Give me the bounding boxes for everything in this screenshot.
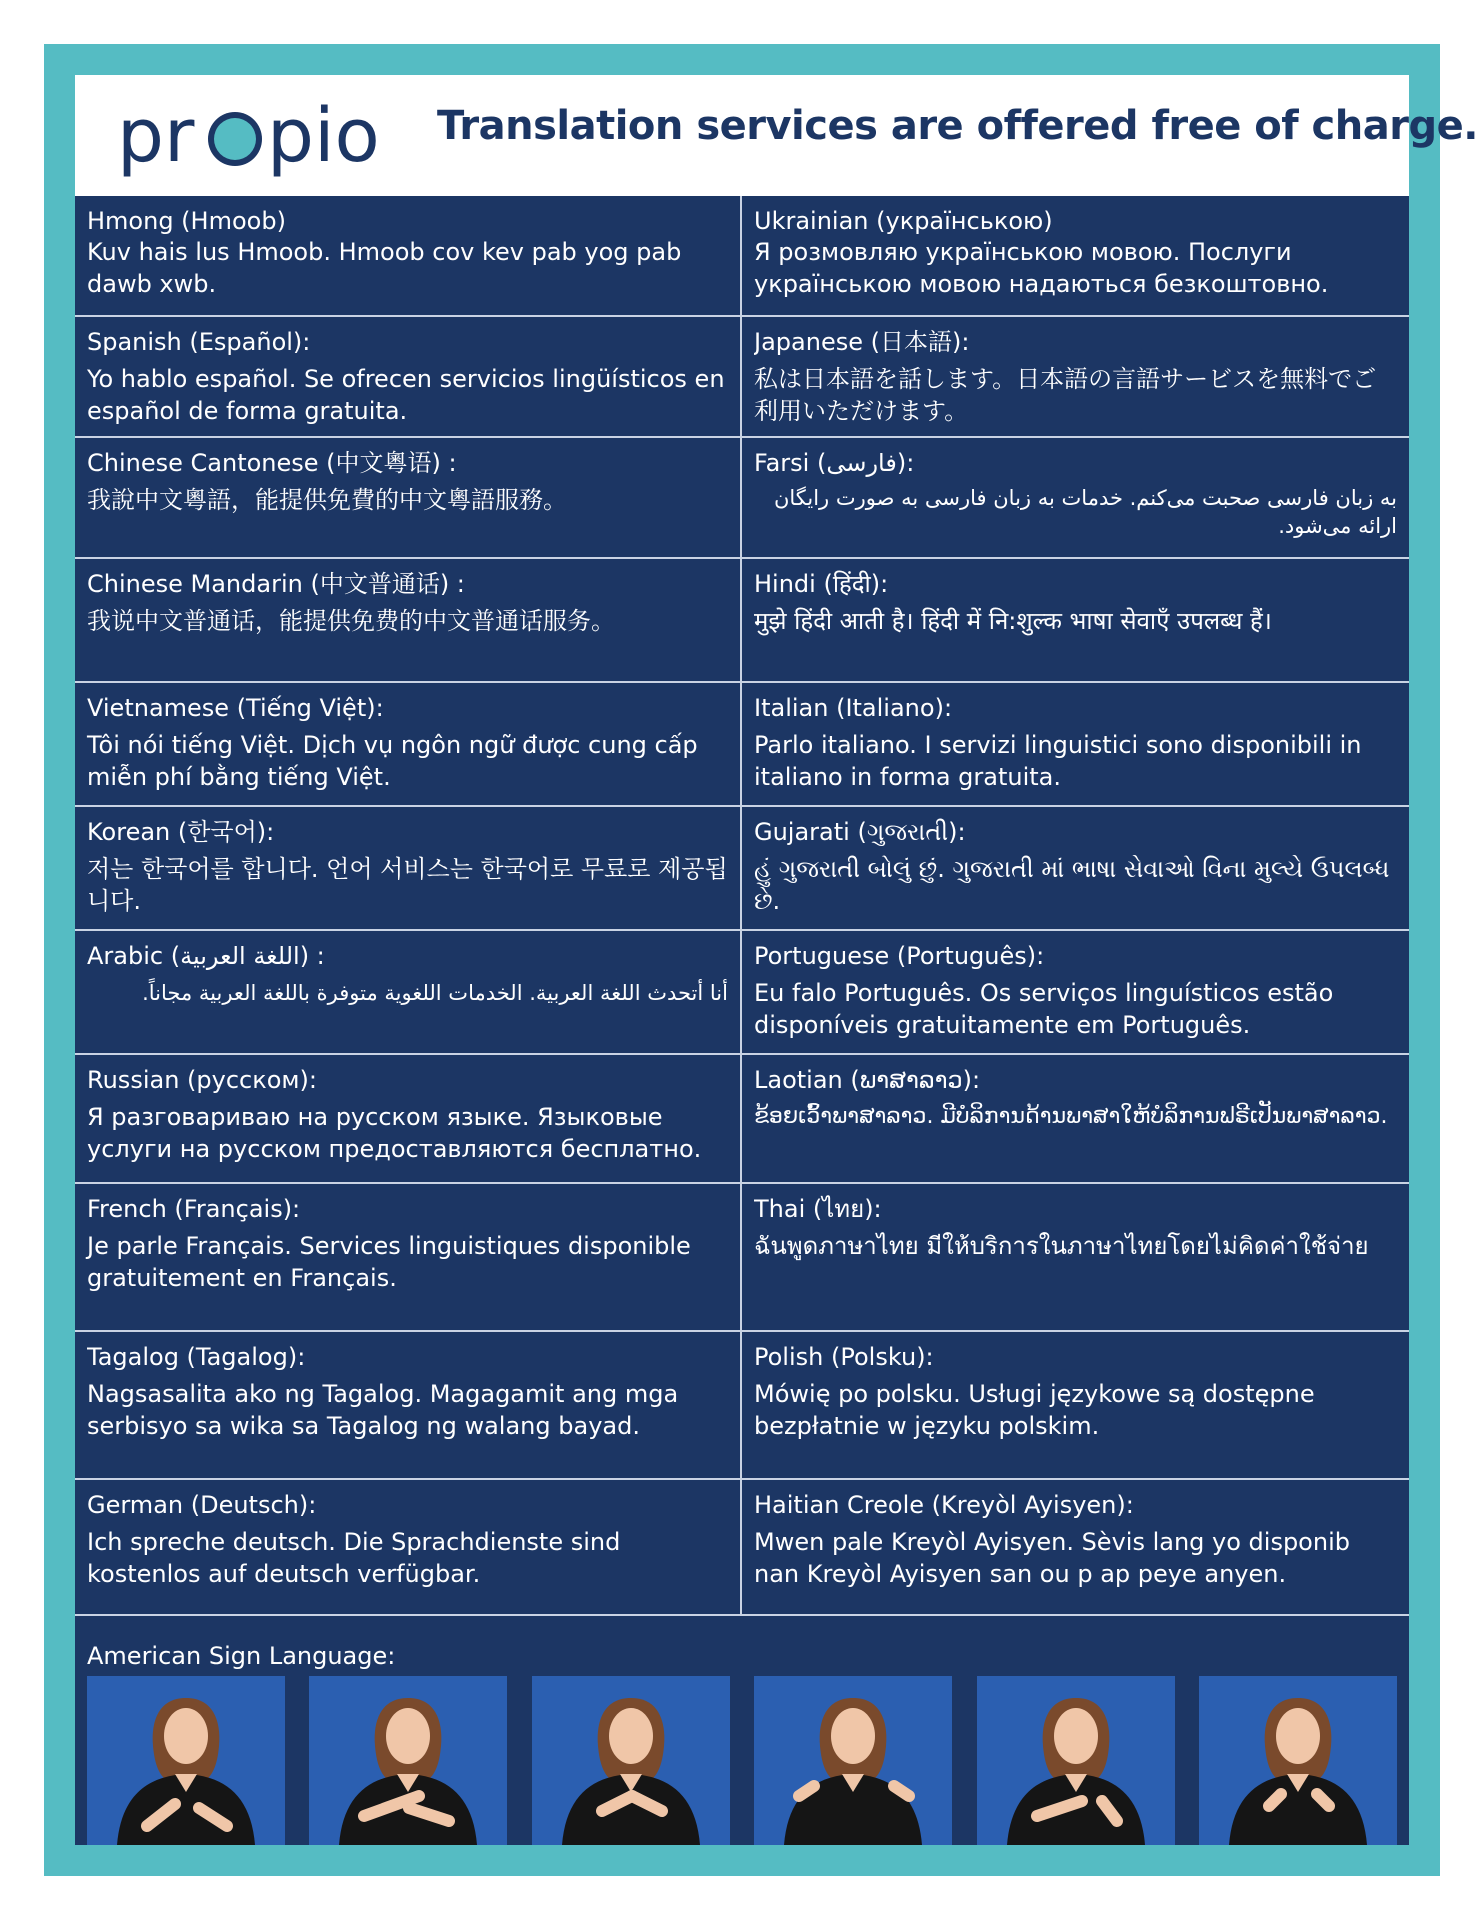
language-row [75, 1480, 1409, 1616]
language-cell-spanish [75, 317, 742, 436]
language-cell-cantonese [75, 438, 742, 557]
asl-signer-photo [309, 1676, 507, 1845]
page-title: Translation services are offered free of charge. [437, 103, 1478, 149]
header [75, 75, 1478, 196]
language-text: به زبان فارسی صحبت می‌کنم. خدمات به زبان فارسی به صورت رایگان ارائه می‌شود. [773, 486, 1397, 538]
language-text: Kuv hais lus Hmoob. Hmoob cov kev pab yog pab dawb xwb. [87, 238, 682, 298]
language-row [75, 1184, 1409, 1332]
asl-photo-strip [87, 1676, 1397, 1845]
asl-section [75, 1636, 1409, 1845]
language-cell-mandarin [75, 559, 742, 681]
language-text: Nagsasalita ako ng Tagalog. Magagamit ang mga serbisyo sa wika sa Tagalog ng walang bayad. [87, 1380, 679, 1440]
language-name: Thai (ไทย): [754, 1195, 882, 1223]
language-row [75, 317, 1409, 438]
language-cell-laotian [742, 1055, 1409, 1182]
language-text: Я розмовляю українською мовою. Послуги українською мовою надаються безкоштовно. [754, 238, 1329, 298]
language-row [75, 1332, 1409, 1480]
language-name: Tagalog (Tagalog): [87, 1343, 306, 1371]
language-name: Laotian (ພາສາລາວ): [754, 1066, 981, 1094]
language-text: मुझे हिंदी आती है। हिंदी में नि:शुल्क भाषा सेवाएँ उपलब्ध हैं। [754, 607, 1272, 635]
language-cell-japanese [742, 317, 1409, 436]
language-name: Russian (русском): [87, 1066, 317, 1094]
language-cell-hindi [742, 559, 1409, 681]
language-row [75, 559, 1409, 683]
asl-signer-photo [977, 1676, 1175, 1845]
language-cell-french [75, 1184, 742, 1330]
language-cell-italian [742, 683, 1409, 805]
language-name: Chinese Mandarin (中文普通话) : [87, 570, 465, 598]
language-cell-haitian-creole [742, 1480, 1409, 1614]
language-text: 저는 한국어를 합니다. 언어 서비스는 한국어로 무료로 제공됩니다. [87, 855, 728, 915]
language-cell-thai [742, 1184, 1409, 1330]
language-name: Chinese Cantonese (中文粵语) : [87, 449, 457, 477]
language-row [75, 683, 1409, 807]
language-text: ฉันพูดภาษาไทย มีให้บริการในภาษาไทยโดยไม่คิดค่าใช้จ่าย [754, 1232, 1369, 1260]
language-text: Eu falo Português. Os serviços linguísticos estão disponíveis gratuitamente em Português. [754, 979, 1334, 1039]
language-cell-korean [75, 807, 742, 929]
language-text: Mówię po polsku. Usługi językowe są dostępne bezpłatnie w języku polskim. [754, 1380, 1315, 1440]
propio-logo [117, 89, 397, 189]
language-grid [75, 196, 1409, 1616]
language-text: 私は日本語を話します。日本語の言語サービスを無料でご利用いただけます。 [754, 365, 1377, 425]
language-name: Portuguese (Português): [754, 942, 1045, 970]
language-text: Yo hablo español. Se ofrecen servicios lingüísticos en español de forma gratuita. [87, 365, 725, 425]
language-text: أنا أتحدث اللغة العربية. الخدمات اللغوية متوفرة باللغة العربية مجاناً. [142, 981, 728, 1005]
language-text: 我說中文粵語，能提供免費的中文粵語服務。 [87, 486, 567, 514]
asl-label: American Sign Language: [87, 1642, 396, 1670]
language-cell-russian [75, 1055, 742, 1182]
language-row [75, 1055, 1409, 1184]
language-text: Mwen pale Kreyòl Ayisyen. Sèvis lang yo disponib nan Kreyòl Ayisyen san ou p ap peye anyen. [754, 1528, 1350, 1588]
language-text: Parlo italiano. I servizi linguistici sono disponibili in italiano in forma gratuita. [754, 731, 1362, 791]
language-cell-portuguese [742, 931, 1409, 1053]
language-name: Korean (한국어): [87, 818, 275, 846]
language-text: Ich spreche deutsch. Die Sprachdienste sind kostenlos auf deutsch verfügbar. [87, 1528, 621, 1588]
asl-signer-photo [754, 1676, 952, 1845]
language-cell-arabic [75, 931, 742, 1053]
language-name: German (Deutsch): [87, 1491, 317, 1519]
language-name: Ukrainian (українською) [754, 207, 1053, 235]
language-name: Spanish (Español): [87, 328, 311, 356]
language-text: હું ગુજરાતી બોલું છું. ગુજરાતી માં ભાષા સેવાઓ વિના મુલ્યે ઉપલબ્ધ છે. [754, 855, 1390, 915]
asl-signer-photo [87, 1676, 285, 1845]
language-name: Polish (Polsku): [754, 1343, 934, 1371]
language-name: Hmong (Hmoob) [87, 207, 286, 235]
language-name: Vietnamese (Tiếng Việt): [87, 694, 384, 722]
language-text: 我说中文普通话，能提供免费的中文普通话服务。 [87, 607, 615, 635]
language-row [75, 438, 1409, 559]
language-row [75, 931, 1409, 1055]
language-text: Tôi nói tiếng Việt. Dịch vụ ngôn ngữ được cung cấp miễn phí bằng tiếng Việt. [87, 731, 698, 791]
language-row [75, 196, 1409, 317]
language-name: Gujarati (ગુજરાતી): [754, 818, 966, 846]
language-cell-gujarati [742, 807, 1409, 929]
language-cell-polish [742, 1332, 1409, 1478]
language-name: Japanese (日本語): [754, 328, 970, 356]
language-name: Italian (Italiano): [754, 694, 953, 722]
asl-signer-photo [1199, 1676, 1397, 1845]
asl-signer-photo [532, 1676, 730, 1845]
language-text: Je parle Français. Services linguistiques disponible gratuitement en Français. [87, 1232, 691, 1292]
language-name: Arabic (اللغة العربية) : [87, 942, 325, 970]
language-cell-ukrainian [742, 196, 1409, 315]
language-name: Farsi (فارسی): [754, 449, 915, 477]
language-cell-hmong [75, 196, 742, 315]
language-name: Hindi (हिंदी): [754, 570, 889, 598]
language-cell-tagalog [75, 1332, 742, 1478]
language-cell-german [75, 1480, 742, 1614]
language-text: ຂ້ອຍເວົ້າພາສາລາວ. ມີບໍລິການດ້ານພາສາໃຫ້ບໍລິການຟຣີເປັນພາສາລາວ. [754, 1104, 1388, 1129]
svg-text:pr: pr [117, 93, 195, 179]
language-cell-farsi [742, 438, 1409, 557]
language-cell-vietnamese [75, 683, 742, 805]
language-text: Я разговариваю на русском языке. Языковые услуги на русском предоставляются бесплатно. [87, 1103, 702, 1163]
language-name: French (Français): [87, 1195, 301, 1223]
language-name: Haitian Creole (Kreyòl Ayisyen): [754, 1491, 1134, 1519]
language-row [75, 807, 1409, 931]
svg-text:pio: pio [267, 93, 380, 179]
